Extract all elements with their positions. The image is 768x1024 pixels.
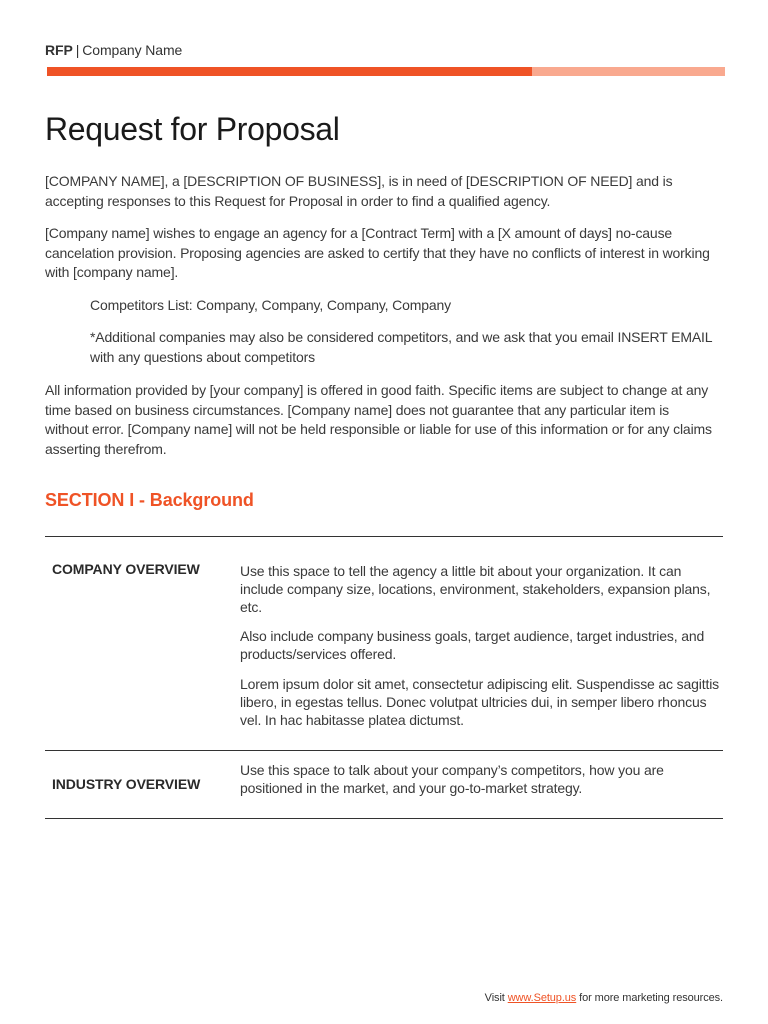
competitors-note: *Additional companies may also be considered competitors, and we ask that you email INSERT EMAIL with any questions about competitors [90, 329, 712, 365]
footer [485, 992, 723, 1004]
section-heading: SECTION I - Background [45, 490, 254, 510]
header-rfp: RFP [45, 42, 73, 58]
header-company-name: Company Name [82, 42, 183, 58]
company-overview-paragraph-1: Use this space to tell the agency a little bit about your organization. It can include company size, locations, environment, stakeholders, expansion plans, etc. [240, 563, 711, 615]
intro-paragraph-2: [Company name] wishes to engage an agency for a [Contract Term] with a [X amount of days] no-cause cancelation provision. Proposing agencies are asked to certify that they have no conflicts of interest in working with [company name]. [45, 225, 710, 280]
intro-paragraph-3: All information provided by [your company] is offered in good faith. Specific items are subject to change at any time based on business circumstances. [Company name] does not guarantee that any particular item is without error. [Company name] will not be held responsible or liable for use of this information or for any claims asserting therefrom. [45, 382, 712, 457]
industry-overview-paragraph-1: Use this space to talk about your company’s competitors, how you are positioned in the market, and your go-to-market strategy. [240, 762, 664, 796]
table-divider-bottom [45, 818, 723, 819]
row-label-industry-overview: INDUSTRY OVERVIEW [52, 776, 201, 792]
page-title: Request for Proposal [45, 111, 340, 147]
document-header [45, 42, 182, 58]
footer-suffix: for more marketing resources. [576, 992, 723, 1004]
company-overview-paragraph-2: Also include company business goals, target audience, target industries, and products/services offered. [240, 628, 705, 662]
footer-link[interactable]: www.Setup.us [507, 992, 577, 1004]
header-accent-bar [47, 67, 725, 76]
company-overview-paragraph-3: Lorem ipsum dolor sit amet, consectetur adipiscing elit. Suspendisse ac sagittis libero, in egestas tellus. Donec volutpat ultricies dui, in semper libero rhoncus vel. In hac habitasse platea dictumst. [240, 676, 720, 728]
accent-bar-dark [47, 67, 532, 76]
accent-bar-light [532, 67, 725, 76]
row-label-company-overview: COMPANY OVERVIEW [52, 561, 200, 577]
header-separator: | [75, 42, 80, 58]
table-divider-top [45, 536, 723, 537]
competitors-list: Competitors List: Company, Company, Company, Company [90, 297, 452, 313]
table-divider-middle [45, 750, 723, 751]
footer-prefix: Visit [484, 992, 508, 1004]
intro-paragraph-1: [COMPANY NAME], a [DESCRIPTION OF BUSINESS], is in need of [DESCRIPTION OF NEED] and is accepting responses to this Request for Proposal in order to find a qualified agency. [45, 173, 673, 209]
